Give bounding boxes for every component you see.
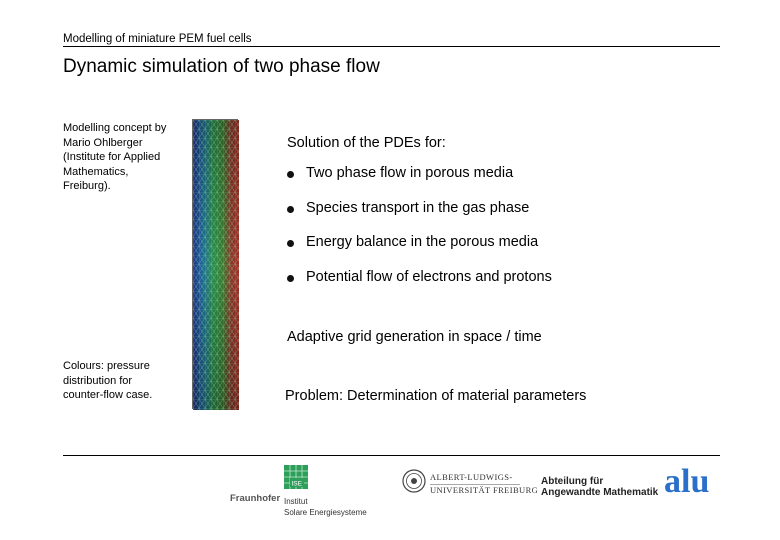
concept-line: Freiburg).: [63, 180, 111, 192]
fraunhofer-logo: [228, 465, 388, 520]
list-item: [287, 200, 552, 235]
alu-mark: alu: [664, 463, 710, 500]
problem-text: Problem: Determination of material parameters: [285, 388, 587, 404]
list-item: [287, 234, 552, 269]
pde-heading: Solution of the PDEs for:: [287, 135, 446, 151]
concept-line: Mario Ohlberger: [63, 136, 143, 149]
simulation-image: [192, 119, 238, 409]
bullet-icon: [287, 275, 294, 282]
list-item: [287, 165, 552, 200]
ise-grid-icon: [284, 465, 308, 489]
pressure-grid-graphic: [193, 120, 239, 410]
university-seal-icon: [403, 470, 425, 492]
bullet-text: Species transport in the gas phase: [306, 199, 530, 216]
concept-line: Mathematics,: [63, 165, 129, 178]
concept-caption: [63, 121, 183, 194]
pde-bullet-list: [287, 165, 552, 303]
fraunhofer-institute: Institut: [284, 497, 308, 506]
concept-line: (Institute for Applied: [63, 151, 161, 163]
freiburg-university-logo: [402, 466, 539, 502]
bullet-icon: [287, 206, 294, 213]
concept-line: Modelling concept by: [63, 122, 167, 134]
bullet-text: Two phase flow in porous media: [306, 165, 514, 181]
slide-title: Dynamic simulation of two phase flow: [63, 56, 380, 77]
footer-rule: [63, 455, 720, 456]
colours-line: Colours: pressure: [63, 360, 150, 372]
bullet-icon: [287, 171, 294, 178]
bullet-text: Potential flow of electrons and protons: [306, 268, 552, 285]
header-rule: [63, 46, 720, 47]
freiburg-line2: UNIVERSITÄT FREIBURG: [430, 485, 539, 495]
alu-logo: [664, 462, 730, 502]
adaptive-grid-text: Adaptive grid generation in space / time: [287, 329, 542, 345]
department-line1: Abteilung für: [541, 476, 604, 487]
colours-line: distribution for: [63, 374, 133, 387]
freiburg-line1: ALBERT-LUDWIGS-: [430, 472, 513, 482]
header-title: Modelling of miniature PEM fuel cells: [63, 33, 252, 45]
department-line2: Angewandte Mathematik: [541, 487, 659, 498]
fraunhofer-name: Fraunhofer: [230, 493, 281, 504]
applied-math-department-logo: [541, 476, 658, 498]
list-item: [287, 269, 552, 304]
colours-line: counter-flow case.: [63, 389, 153, 401]
bullet-text: Energy balance in the porous media: [306, 234, 539, 250]
colours-caption: [63, 359, 183, 403]
fraunhofer-unit: Solare Energiesysteme: [284, 508, 367, 517]
ise-mark: ISE: [291, 480, 302, 488]
bullet-icon: [287, 240, 294, 247]
